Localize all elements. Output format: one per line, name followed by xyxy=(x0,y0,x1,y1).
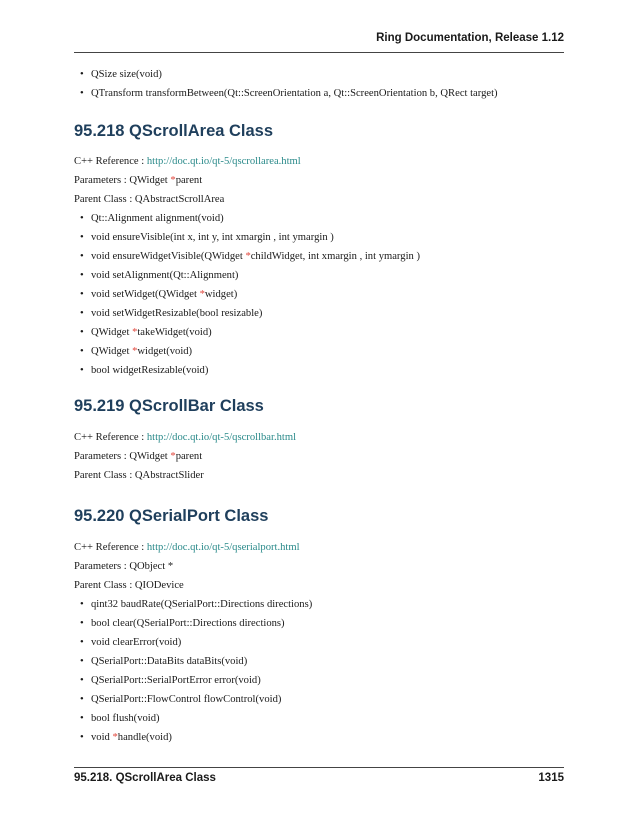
section-heading-qscrollarea: 95.218 QScrollArea Class xyxy=(74,122,274,140)
footer-section-title: 95.218. QScrollArea Class xyxy=(74,772,216,784)
cpp-reference xyxy=(74,541,564,554)
pointer-star: * xyxy=(199,289,205,300)
pointer-star: * xyxy=(132,327,138,338)
cpp-reference-link[interactable]: http://doc.qt.io/qt-5/qscrollarea.html xyxy=(146,156,301,167)
parameters-name: parent xyxy=(175,451,203,462)
parent-class: Parent Class : QAbstractSlider xyxy=(74,470,204,481)
list-item: • QSerialPort::DataBits dataBits(void) xyxy=(91,655,564,668)
list-item: • QWidget *widget(void) xyxy=(91,345,564,358)
list-item: • QSerialPort::FlowControl flowControl(void) xyxy=(91,693,564,706)
pointer-star: * xyxy=(170,451,176,462)
cpp-reference-label: C++ Reference : xyxy=(74,156,145,167)
list-item: • bool widgetResizable(void) xyxy=(91,364,564,377)
list-item: • QSerialPort::SerialPortError error(void) xyxy=(91,674,564,687)
list-item: • void ensureVisible(int x, int y, int xmargin , int ymargin ) xyxy=(91,231,564,244)
list-item: • QWidget *takeWidget(void) xyxy=(91,326,564,339)
cpp-reference-label: C++ Reference : xyxy=(74,542,145,553)
section-heading-qscrollbar: 95.219 QScrollBar Class xyxy=(74,397,264,415)
pointer-star: * xyxy=(132,346,138,357)
list-item: • void setAlignment(Qt::Alignment) xyxy=(91,269,564,282)
page-footer xyxy=(74,767,564,788)
list-item: • QTransform transformBetween(Qt::ScreenOrientation a, Qt::ScreenOrientation b, QRect target) xyxy=(91,87,564,100)
parent-class: Parent Class : QIODevice xyxy=(74,580,184,591)
page-header xyxy=(74,30,564,53)
section-heading-qserialport: 95.220 QSerialPort Class xyxy=(74,507,269,525)
list-item: • QSize size(void) xyxy=(91,68,564,81)
list-item: • void *handle(void) xyxy=(91,731,564,744)
cpp-reference xyxy=(74,155,564,168)
parameters-type: QObject * xyxy=(129,561,174,572)
list-item: • bool clear(QSerialPort::Directions directions) xyxy=(91,617,564,630)
cpp-reference-link[interactable]: http://doc.qt.io/qt-5/qscrollbar.html xyxy=(146,432,297,443)
list-item: • qint32 baudRate(QSerialPort::Directions directions) xyxy=(91,598,564,611)
parameters-label: Parameters : xyxy=(74,175,127,186)
parameters-label: Parameters : xyxy=(74,561,127,572)
list-item: • void setWidget(QWidget *widget) xyxy=(91,288,564,301)
parameters xyxy=(74,450,564,463)
list-item: • void ensureWidgetVisible(QWidget *childWidget, int xmargin , int ymargin ) xyxy=(91,250,564,263)
cpp-reference xyxy=(74,431,564,444)
parameters xyxy=(74,174,564,187)
parameters-name: parent xyxy=(175,175,203,186)
pointer-star: * xyxy=(245,251,251,262)
parameters-type: QWidget xyxy=(129,451,168,462)
qscrollarea-method-list xyxy=(74,212,564,377)
parent-class: Parent Class : QAbstractScrollArea xyxy=(74,194,225,205)
top-method-list xyxy=(74,68,564,100)
pointer-star: * xyxy=(170,175,176,186)
qserialport-method-list xyxy=(74,598,564,744)
parameters-label: Parameters : xyxy=(74,451,127,462)
cpp-reference-link[interactable]: http://doc.qt.io/qt-5/qserialport.html xyxy=(146,542,300,553)
page-number: 1315 xyxy=(538,772,564,784)
pointer-star: * xyxy=(112,732,118,743)
list-item: • void setWidgetResizable(bool resizable) xyxy=(91,307,564,320)
parameters xyxy=(74,560,564,573)
page-content xyxy=(74,68,564,750)
list-item: • void clearError(void) xyxy=(91,636,564,649)
list-item: • bool flush(void) xyxy=(91,712,564,725)
parameters-type: QWidget xyxy=(129,175,168,186)
cpp-reference-label: C++ Reference : xyxy=(74,432,145,443)
document-title: Ring Documentation, Release 1.12 xyxy=(376,32,564,44)
list-item: • Qt::Alignment alignment(void) xyxy=(91,212,564,225)
